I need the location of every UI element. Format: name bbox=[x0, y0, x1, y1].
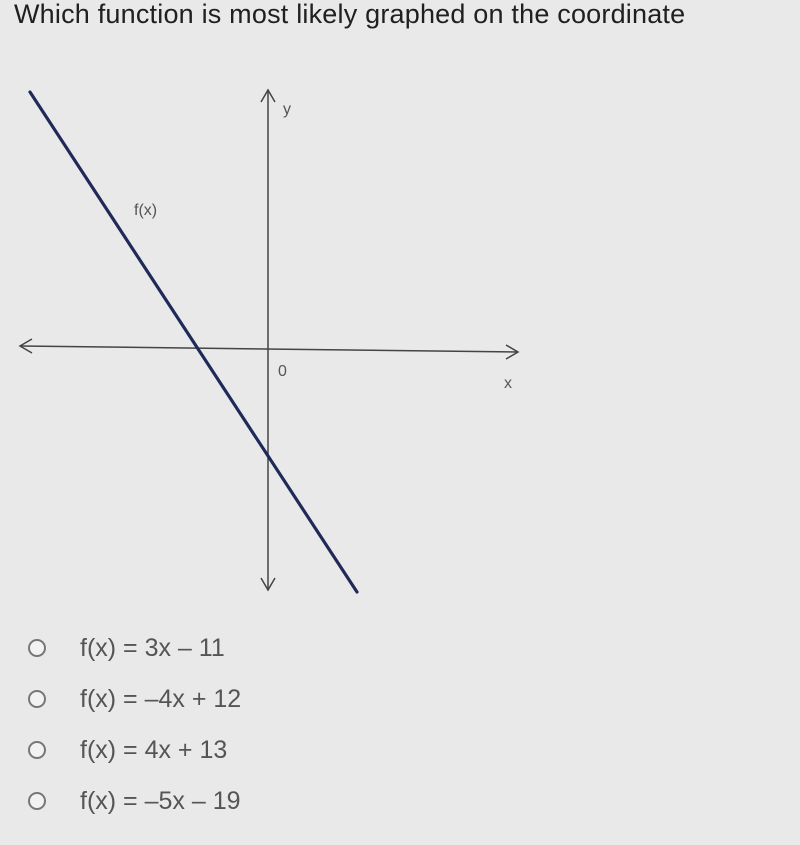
radio-circle-icon[interactable] bbox=[28, 741, 46, 759]
answer-option-label: f(x) = –5x – 19 bbox=[80, 786, 241, 815]
radio-circle-icon[interactable] bbox=[28, 639, 46, 657]
y-axis-label: y bbox=[283, 101, 291, 118]
question-text: Which function is most likely graphed on the coordinate bbox=[14, 0, 686, 29]
answer-option-4[interactable] bbox=[28, 775, 448, 826]
answer-option-1[interactable] bbox=[28, 622, 448, 673]
answer-option-2[interactable] bbox=[28, 673, 448, 724]
function-label: f(x) bbox=[134, 202, 158, 219]
answer-options bbox=[28, 622, 448, 826]
answer-option-label: f(x) = –4x + 12 bbox=[80, 684, 242, 713]
answer-option-label: f(x) = 3x – 11 bbox=[80, 633, 225, 662]
function-line bbox=[30, 92, 357, 592]
answer-option-3[interactable] bbox=[28, 724, 448, 775]
x-axis-label: x bbox=[504, 375, 512, 392]
radio-circle-icon[interactable] bbox=[28, 792, 46, 810]
origin-label: 0 bbox=[278, 363, 287, 380]
answer-option-label: f(x) = 4x + 13 bbox=[80, 735, 228, 764]
radio-circle-icon[interactable] bbox=[28, 690, 46, 708]
coordinate-graph bbox=[0, 80, 560, 610]
x-axis bbox=[20, 346, 518, 352]
